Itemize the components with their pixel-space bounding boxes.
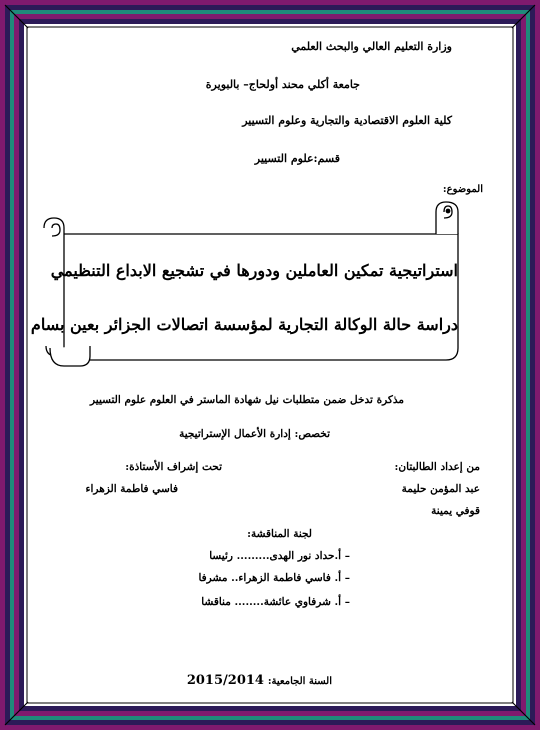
academic-year bbox=[187, 673, 332, 688]
supervisor-name: فاسي فاطمة الزهراء bbox=[85, 483, 178, 495]
subject-label: الموضوع: bbox=[442, 184, 483, 195]
academic-year-label: السنة الجامعية: bbox=[267, 676, 332, 687]
committee-label: لجنة المناقشة: bbox=[247, 528, 312, 540]
committee-member-3: – أ. شرفاوي عائشة........ مناقشا bbox=[201, 596, 350, 608]
committee-member-1-text: أ.حداد نور الهدى......... رئيسا bbox=[209, 550, 342, 562]
ministry-name: وزارة التعليم العالي والبحث العلمي bbox=[291, 40, 452, 53]
faculty-name: كلية العلوم الاقتصادية والتجارية وعلوم التسيير bbox=[242, 114, 452, 127]
department-name: قسم:علوم التسيير bbox=[254, 152, 340, 165]
student-name-2: قوفي يمينة bbox=[431, 505, 480, 517]
committee-member-2: – أ. فاسي فاطمة الزهراء.. مشرفا bbox=[198, 572, 350, 584]
committee-member-2-text: أ. فاسي فاطمة الزهراء.. مشرفا bbox=[198, 572, 342, 584]
academic-year-value: 2015/2014 bbox=[186, 673, 264, 688]
committee-member-3-text: أ. شرفاوي عائشة........ مناقشا bbox=[201, 596, 342, 608]
students-label: من إعداد الطالبتان: bbox=[394, 461, 480, 473]
title-line-2: دراسة حالة الوكالة التجارية لمؤسسة اتصالات الجزائر بعين بسام bbox=[30, 315, 458, 334]
thesis-note: مذكرة تدخل ضمن متطلبات نيل شهادة الماستر في العلوم علوم التسيير bbox=[90, 394, 404, 406]
university-name: جامعة أكلي محند أولحاج– بالبويرة bbox=[205, 78, 360, 91]
supervisor-label: تحت إشراف الأستاذة: bbox=[125, 461, 222, 473]
specialization: تخصص: إدارة الأعمال الإستراتيجية bbox=[179, 428, 330, 440]
student-name-1: عبد المؤمن حليمة bbox=[401, 483, 480, 495]
committee-member-1: – أ.حداد نور الهدى......... رئيسا bbox=[209, 550, 350, 562]
title-line-1: استراتيجية تمكين العاملين ودورها في تشجيع الابداع التنظيمي bbox=[50, 261, 458, 280]
title-scroll-banner bbox=[38, 198, 470, 368]
